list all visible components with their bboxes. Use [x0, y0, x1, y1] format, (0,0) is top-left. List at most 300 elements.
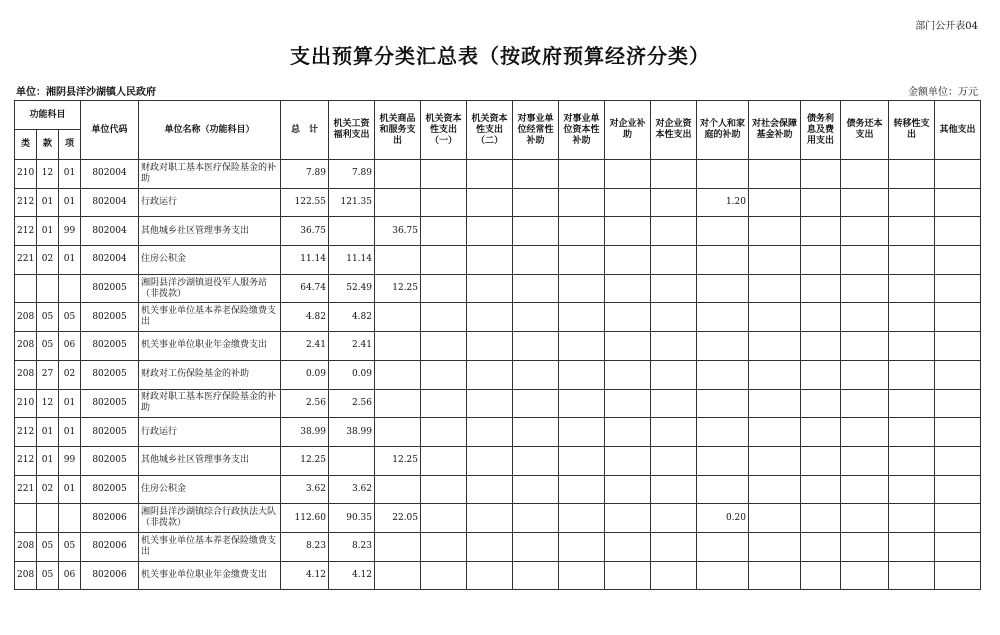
cell-kuan: 05	[37, 303, 59, 332]
cell-xiang: 06	[59, 561, 81, 590]
cell-value	[749, 303, 801, 332]
cell-value	[375, 475, 421, 504]
table-row	[15, 504, 981, 533]
header-col: 机关商品和服务支出	[375, 101, 421, 160]
cell-value	[375, 303, 421, 332]
cell-value	[889, 246, 935, 275]
cell-value	[801, 418, 841, 447]
cell-unit-name: 住房公积金	[139, 246, 281, 275]
cell-value	[421, 160, 467, 189]
cell-value	[421, 389, 467, 418]
cell-value	[421, 332, 467, 361]
table-body	[15, 160, 981, 590]
cell-total: 12.25	[281, 446, 329, 475]
cell-unit-code: 802006	[81, 532, 139, 561]
cell-value	[935, 274, 981, 303]
cell-lei	[15, 274, 37, 303]
cell-value	[605, 274, 651, 303]
cell-total: 8.23	[281, 532, 329, 561]
cell-value: 0.20	[697, 504, 749, 533]
cell-value	[651, 561, 697, 590]
cell-unit-code: 802004	[81, 217, 139, 246]
cell-xiang: 05	[59, 303, 81, 332]
cell-value	[467, 360, 513, 389]
cell-value	[697, 418, 749, 447]
cell-value	[467, 532, 513, 561]
cell-value	[559, 532, 605, 561]
cell-value	[559, 418, 605, 447]
cell-lei: 208	[15, 332, 37, 361]
cell-xiang	[59, 274, 81, 303]
cell-value: 2.41	[329, 332, 375, 361]
cell-value	[513, 360, 559, 389]
cell-value	[889, 188, 935, 217]
cell-value	[467, 303, 513, 332]
header-xiang: 项	[59, 130, 81, 160]
cell-value	[651, 389, 697, 418]
cell-value: 36.75	[375, 217, 421, 246]
cell-value	[605, 389, 651, 418]
cell-lei: 210	[15, 389, 37, 418]
cell-value: 12.25	[375, 274, 421, 303]
cell-total: 36.75	[281, 217, 329, 246]
cell-unit-name: 其他城乡社区管理事务支出	[139, 217, 281, 246]
cell-value	[935, 188, 981, 217]
cell-value	[697, 332, 749, 361]
cell-value	[935, 418, 981, 447]
cell-value	[801, 160, 841, 189]
cell-value	[605, 303, 651, 332]
cell-value	[421, 418, 467, 447]
cell-unit-code: 802004	[81, 188, 139, 217]
cell-unit-code: 802004	[81, 246, 139, 275]
cell-value	[559, 504, 605, 533]
table-row	[15, 475, 981, 504]
cell-total: 7.89	[281, 160, 329, 189]
cell-total: 38.99	[281, 418, 329, 447]
cell-xiang: 01	[59, 246, 81, 275]
cell-kuan	[37, 504, 59, 533]
cell-xiang: 01	[59, 160, 81, 189]
cell-lei: 212	[15, 188, 37, 217]
header-col: 机关资本性支出（二）	[467, 101, 513, 160]
cell-xiang: 01	[59, 188, 81, 217]
expenditure-table	[14, 100, 981, 590]
cell-value	[935, 160, 981, 189]
cell-value: 4.82	[329, 303, 375, 332]
cell-kuan: 01	[37, 188, 59, 217]
cell-value	[605, 475, 651, 504]
cell-value	[697, 532, 749, 561]
cell-value	[749, 389, 801, 418]
cell-value: 52.49	[329, 274, 375, 303]
cell-value	[935, 532, 981, 561]
cell-value	[749, 160, 801, 189]
cell-value: 22.05	[375, 504, 421, 533]
cell-xiang: 99	[59, 446, 81, 475]
cell-unit-code: 802004	[81, 160, 139, 189]
cell-value	[697, 475, 749, 504]
cell-value	[749, 274, 801, 303]
cell-value	[421, 561, 467, 590]
cell-value	[889, 561, 935, 590]
cell-value	[467, 160, 513, 189]
table-row	[15, 160, 981, 189]
cell-kuan: 05	[37, 561, 59, 590]
cell-kuan: 05	[37, 532, 59, 561]
cell-value	[559, 446, 605, 475]
cell-value	[935, 389, 981, 418]
header-col: 机关资本性支出（一）	[421, 101, 467, 160]
cell-value	[467, 246, 513, 275]
cell-value	[651, 246, 697, 275]
cell-value	[749, 504, 801, 533]
cell-value	[605, 188, 651, 217]
cell-value	[841, 246, 889, 275]
cell-value	[749, 332, 801, 361]
cell-value	[935, 246, 981, 275]
cell-unit-name: 行政运行	[139, 188, 281, 217]
cell-value	[651, 303, 697, 332]
cell-value: 38.99	[329, 418, 375, 447]
cell-lei: 210	[15, 160, 37, 189]
cell-value	[513, 303, 559, 332]
cell-value	[841, 360, 889, 389]
cell-value	[375, 532, 421, 561]
cell-unit-code: 802005	[81, 303, 139, 332]
header-col: 转移性支出	[889, 101, 935, 160]
cell-value	[513, 217, 559, 246]
cell-value	[889, 475, 935, 504]
cell-value	[651, 160, 697, 189]
cell-unit-name: 机关事业单位职业年金缴费支出	[139, 332, 281, 361]
cell-value	[605, 504, 651, 533]
cell-value	[651, 188, 697, 217]
header-lei: 类	[15, 130, 37, 160]
header-col: 对社会保障基金补助	[749, 101, 801, 160]
header-col: 对事业单位资本性补助	[559, 101, 605, 160]
cell-value: 3.62	[329, 475, 375, 504]
cell-value	[559, 389, 605, 418]
cell-value	[605, 360, 651, 389]
cell-value	[801, 303, 841, 332]
cell-value	[935, 332, 981, 361]
header-col: 债务还本支出	[841, 101, 889, 160]
cell-unit-code: 802005	[81, 332, 139, 361]
cell-value	[697, 246, 749, 275]
cell-value	[605, 418, 651, 447]
cell-value	[421, 246, 467, 275]
cell-value	[651, 360, 697, 389]
cell-xiang: 05	[59, 532, 81, 561]
header-func-subject: 功能科目	[15, 101, 81, 130]
cell-value	[749, 217, 801, 246]
cell-value	[697, 274, 749, 303]
cell-value	[467, 446, 513, 475]
cell-total: 0.09	[281, 360, 329, 389]
cell-kuan: 02	[37, 246, 59, 275]
cell-value	[375, 360, 421, 389]
amount-unit-label: 金额单位：万元	[908, 87, 978, 98]
cell-value	[559, 303, 605, 332]
table-row	[15, 418, 981, 447]
table-row	[15, 532, 981, 561]
cell-value	[559, 475, 605, 504]
cell-value	[935, 504, 981, 533]
cell-value	[651, 446, 697, 475]
cell-value	[421, 532, 467, 561]
cell-value	[841, 160, 889, 189]
cell-unit-code: 802005	[81, 418, 139, 447]
cell-value	[651, 274, 697, 303]
cell-value	[841, 389, 889, 418]
cell-value	[329, 446, 375, 475]
cell-value	[841, 188, 889, 217]
cell-value	[801, 217, 841, 246]
form-number: 部门公开表04	[915, 21, 978, 32]
cell-lei: 221	[15, 475, 37, 504]
cell-lei	[15, 504, 37, 533]
cell-value	[559, 561, 605, 590]
cell-value	[421, 475, 467, 504]
cell-value	[513, 475, 559, 504]
cell-value	[559, 160, 605, 189]
cell-value	[329, 217, 375, 246]
cell-value	[375, 188, 421, 217]
cell-value	[467, 561, 513, 590]
cell-value	[421, 188, 467, 217]
cell-unit-name: 住房公积金	[139, 475, 281, 504]
cell-value	[375, 332, 421, 361]
cell-value: 1.20	[697, 188, 749, 217]
cell-value	[421, 504, 467, 533]
cell-value	[467, 217, 513, 246]
cell-value	[801, 532, 841, 561]
cell-value	[513, 446, 559, 475]
cell-value	[513, 332, 559, 361]
cell-value	[651, 332, 697, 361]
cell-total: 11.14	[281, 246, 329, 275]
header-col: 债务利息及费用支出	[801, 101, 841, 160]
cell-kuan: 12	[37, 389, 59, 418]
cell-value	[605, 246, 651, 275]
cell-unit-name: 行政运行	[139, 418, 281, 447]
cell-value	[421, 303, 467, 332]
cell-unit-code: 802006	[81, 561, 139, 590]
page-title: 支出预算分类汇总表（按政府预算经济分类）	[290, 44, 710, 68]
cell-value	[749, 475, 801, 504]
header-col: 对企业资本性支出	[651, 101, 697, 160]
cell-value: 90.35	[329, 504, 375, 533]
cell-value	[605, 532, 651, 561]
cell-kuan	[37, 274, 59, 303]
cell-xiang	[59, 504, 81, 533]
cell-value	[375, 418, 421, 447]
header-kuan: 款	[37, 130, 59, 160]
cell-value	[889, 274, 935, 303]
cell-total: 64.74	[281, 274, 329, 303]
cell-value	[513, 246, 559, 275]
cell-unit-name: 财政对工伤保险基金的补助	[139, 360, 281, 389]
cell-value	[513, 389, 559, 418]
cell-value	[697, 446, 749, 475]
cell-value	[749, 561, 801, 590]
cell-value	[935, 217, 981, 246]
cell-xiang: 02	[59, 360, 81, 389]
cell-value	[467, 475, 513, 504]
cell-value	[801, 446, 841, 475]
cell-value	[889, 389, 935, 418]
cell-value: 7.89	[329, 160, 375, 189]
cell-value	[801, 360, 841, 389]
cell-value	[421, 217, 467, 246]
cell-value	[467, 504, 513, 533]
cell-value	[513, 418, 559, 447]
cell-unit-name: 机关事业单位职业年金缴费支出	[139, 561, 281, 590]
cell-value	[841, 475, 889, 504]
table-row	[15, 303, 981, 332]
cell-value	[651, 532, 697, 561]
cell-value	[605, 217, 651, 246]
header-unit-code: 单位代码	[81, 101, 139, 160]
table-row	[15, 561, 981, 590]
cell-value	[513, 561, 559, 590]
cell-value	[375, 389, 421, 418]
cell-value	[841, 532, 889, 561]
cell-total: 122.55	[281, 188, 329, 217]
cell-value	[749, 360, 801, 389]
cell-total: 2.56	[281, 389, 329, 418]
cell-value	[749, 246, 801, 275]
cell-value	[889, 504, 935, 533]
cell-value	[421, 274, 467, 303]
cell-value	[467, 274, 513, 303]
cell-value	[651, 418, 697, 447]
cell-unit-code: 802006	[81, 504, 139, 533]
cell-kuan: 12	[37, 160, 59, 189]
cell-value	[605, 446, 651, 475]
cell-value	[801, 561, 841, 590]
cell-value	[889, 446, 935, 475]
cell-value	[559, 360, 605, 389]
cell-unit-name: 湘阴县洋沙湖镇综合行政执法大队（非拨款）	[139, 504, 281, 533]
cell-total: 2.41	[281, 332, 329, 361]
cell-value	[513, 504, 559, 533]
header-col: 机关工资福利支出	[329, 101, 375, 160]
cell-value	[697, 160, 749, 189]
unit-label: 单位：湘阴县洋沙湖镇人民政府	[16, 87, 156, 98]
cell-value	[889, 303, 935, 332]
cell-kuan: 01	[37, 217, 59, 246]
cell-value	[421, 360, 467, 389]
cell-value	[889, 332, 935, 361]
table-row	[15, 446, 981, 475]
cell-value	[559, 274, 605, 303]
cell-value	[467, 418, 513, 447]
cell-lei: 212	[15, 446, 37, 475]
cell-value: 2.56	[329, 389, 375, 418]
cell-value	[889, 532, 935, 561]
cell-value	[889, 217, 935, 246]
cell-value	[841, 418, 889, 447]
cell-kuan: 01	[37, 418, 59, 447]
cell-value	[801, 475, 841, 504]
cell-value	[749, 532, 801, 561]
cell-lei: 212	[15, 418, 37, 447]
cell-total: 112.60	[281, 504, 329, 533]
cell-value	[697, 217, 749, 246]
cell-value	[841, 504, 889, 533]
cell-kuan: 27	[37, 360, 59, 389]
cell-value	[841, 446, 889, 475]
cell-total: 3.62	[281, 475, 329, 504]
cell-value	[801, 246, 841, 275]
cell-value: 4.12	[329, 561, 375, 590]
cell-unit-name: 其他城乡社区管理事务支出	[139, 446, 281, 475]
cell-value: 121.35	[329, 188, 375, 217]
table-row	[15, 360, 981, 389]
table-row	[15, 188, 981, 217]
table-row	[15, 332, 981, 361]
cell-kuan: 02	[37, 475, 59, 504]
cell-unit-code: 802005	[81, 389, 139, 418]
cell-value	[841, 274, 889, 303]
cell-unit-name: 财政对职工基本医疗保险基金的补助	[139, 389, 281, 418]
cell-value: 11.14	[329, 246, 375, 275]
cell-value	[697, 360, 749, 389]
cell-value	[841, 217, 889, 246]
cell-unit-code: 802005	[81, 360, 139, 389]
cell-total: 4.82	[281, 303, 329, 332]
cell-lei: 208	[15, 303, 37, 332]
cell-value	[651, 217, 697, 246]
cell-xiang: 06	[59, 332, 81, 361]
cell-lei: 208	[15, 360, 37, 389]
cell-lei: 208	[15, 561, 37, 590]
cell-unit-name: 机关事业单位基本养老保险缴费支出	[139, 303, 281, 332]
cell-value	[697, 303, 749, 332]
cell-value	[841, 332, 889, 361]
cell-unit-code: 802005	[81, 475, 139, 504]
cell-value	[841, 561, 889, 590]
cell-value	[513, 274, 559, 303]
cell-value	[605, 160, 651, 189]
cell-xiang: 01	[59, 418, 81, 447]
cell-value	[749, 188, 801, 217]
cell-value	[697, 561, 749, 590]
cell-unit-name: 湘阴县洋沙湖镇退役军人服务站（非拨款）	[139, 274, 281, 303]
cell-value	[467, 188, 513, 217]
cell-value	[935, 360, 981, 389]
cell-value	[935, 303, 981, 332]
cell-value: 12.25	[375, 446, 421, 475]
header-col: 其他支出	[935, 101, 981, 160]
cell-value	[889, 418, 935, 447]
cell-value	[749, 446, 801, 475]
cell-value	[467, 389, 513, 418]
cell-value	[605, 561, 651, 590]
table-row	[15, 389, 981, 418]
cell-value	[801, 274, 841, 303]
cell-value	[375, 246, 421, 275]
cell-value	[801, 504, 841, 533]
cell-value	[421, 446, 467, 475]
cell-value	[651, 504, 697, 533]
cell-lei: 212	[15, 217, 37, 246]
header-col: 对个人和家庭的补助	[697, 101, 749, 160]
header-total: 总 计	[281, 101, 329, 160]
cell-value	[559, 188, 605, 217]
